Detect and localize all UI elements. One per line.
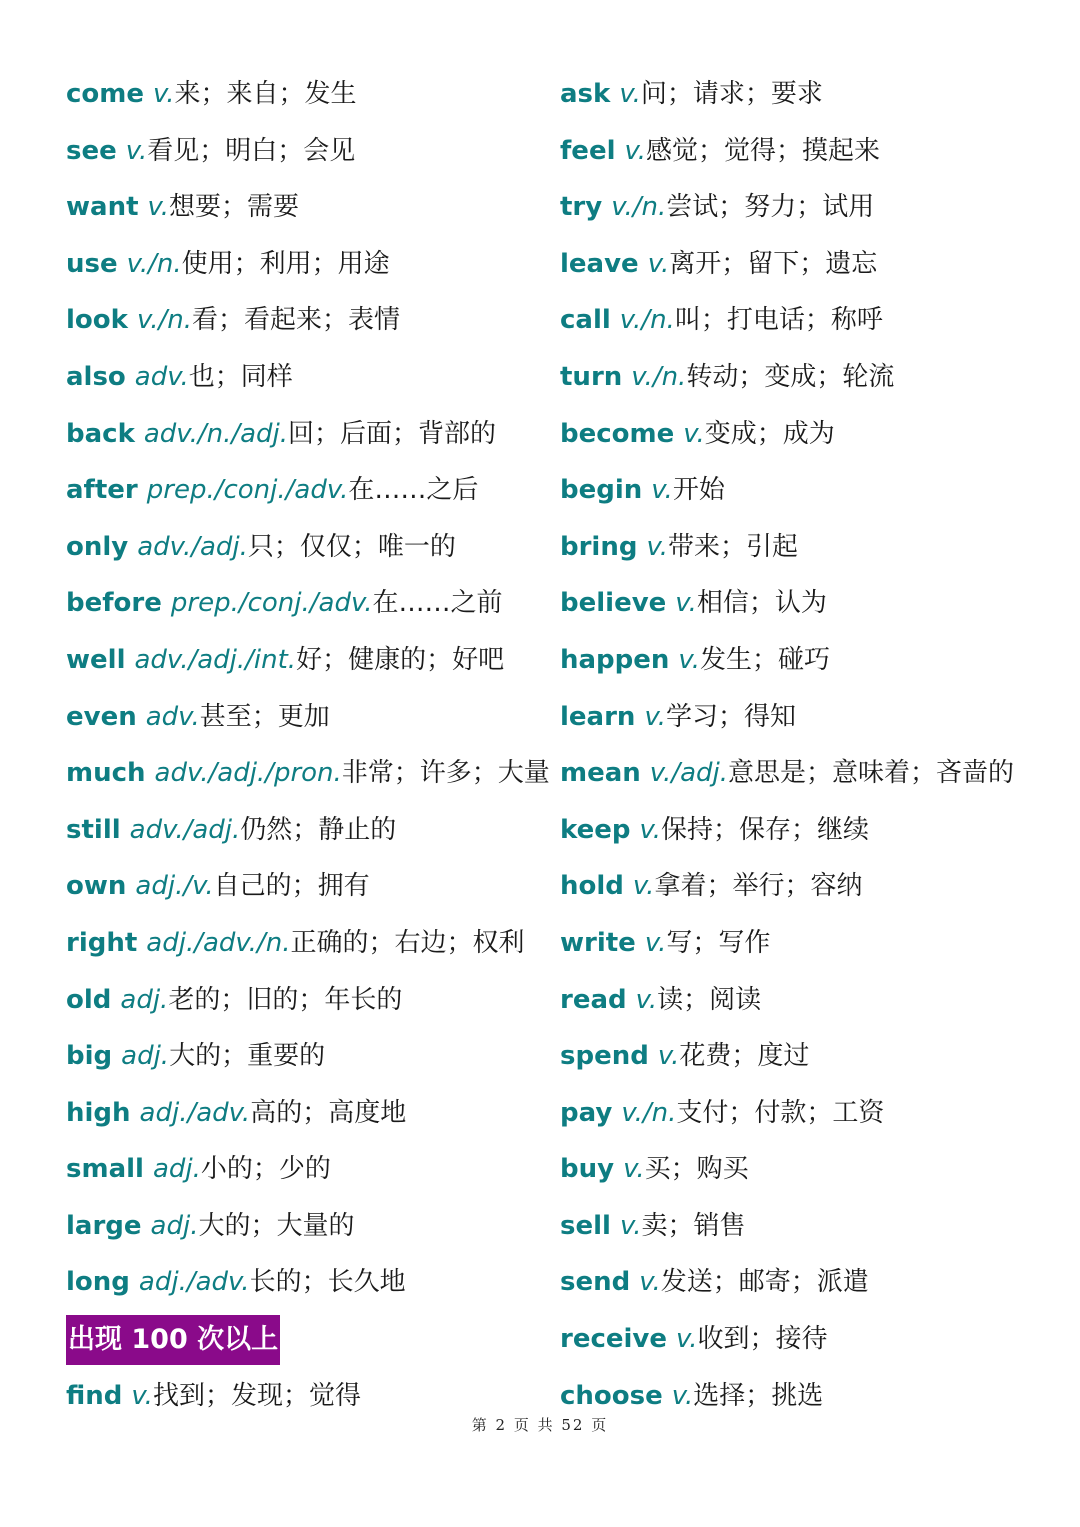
vocab-entry xyxy=(560,406,1070,463)
vocab-entry xyxy=(560,1085,1070,1142)
vocab-meaning: 离开；留下；遗忘 xyxy=(669,248,878,279)
vocab-entry xyxy=(560,972,1070,1029)
vocab-word: own xyxy=(66,871,127,902)
vocab-entry xyxy=(560,689,1070,746)
part-of-speech: v. xyxy=(147,192,170,223)
vocab-meaning: 在……之后 xyxy=(348,475,479,506)
vocab-meaning: 写；写作 xyxy=(666,927,771,958)
vocab-meaning: 拿着；举行；容纳 xyxy=(654,871,863,902)
part-of-speech: adj. xyxy=(150,1210,199,1241)
vocab-word: call xyxy=(560,305,611,336)
section-heading: 出现 100 次以上 xyxy=(66,1315,280,1365)
vocab-word: still xyxy=(66,814,121,845)
vocab-entry xyxy=(66,632,536,689)
vocab-word: keep xyxy=(560,814,631,845)
vocab-entry xyxy=(66,123,536,180)
vocab-word: look xyxy=(66,305,128,336)
vocab-word: before xyxy=(66,588,162,619)
vocab-meaning: 好；健康的；好吧 xyxy=(296,644,505,675)
vocab-meaning: 保持；保存；继续 xyxy=(661,814,870,845)
vocab-meaning: 卖；销售 xyxy=(641,1210,746,1241)
vocab-entry xyxy=(560,462,1070,519)
vocab-word: feel xyxy=(560,135,616,166)
vocab-word: bring xyxy=(560,531,638,562)
vocab-meaning: 学习；得知 xyxy=(665,701,796,732)
part-of-speech: adj. xyxy=(120,984,169,1015)
vocab-word: back xyxy=(66,418,135,449)
vocab-entry xyxy=(66,915,536,972)
vocab-entry xyxy=(560,858,1070,915)
part-of-speech: v./n. xyxy=(136,305,192,336)
vocab-entry xyxy=(560,575,1070,632)
vocab-entry xyxy=(560,349,1070,406)
vocab-word: buy xyxy=(560,1154,615,1185)
vocab-word: begin xyxy=(560,475,643,506)
vocab-entry xyxy=(66,462,536,519)
vocab-word: see xyxy=(66,135,117,166)
vocab-meaning: 也；同样 xyxy=(188,361,293,392)
vocab-entry xyxy=(66,1198,536,1255)
part-of-speech: v. xyxy=(678,644,700,675)
vocab-entry xyxy=(66,236,536,293)
vocab-word: large xyxy=(66,1210,142,1241)
part-of-speech: v. xyxy=(646,531,668,562)
part-of-speech: adv./adj. xyxy=(137,531,248,562)
part-of-speech: v. xyxy=(671,1380,694,1411)
vocab-meaning: 看见；明白；会见 xyxy=(147,135,356,166)
part-of-speech: v. xyxy=(153,79,175,109)
vocab-entry xyxy=(560,802,1070,859)
vocab-meaning: 大的；大量的 xyxy=(198,1210,355,1241)
vocab-entry xyxy=(66,745,550,802)
vocab-word: happen xyxy=(560,644,670,675)
vocab-word: send xyxy=(560,1267,631,1298)
vocab-word: believe xyxy=(560,588,667,619)
vocab-entry xyxy=(560,1254,1070,1311)
part-of-speech: adj. xyxy=(152,1154,201,1185)
vocab-meaning: 在……之前 xyxy=(372,588,503,619)
part-of-speech: v. xyxy=(675,588,697,619)
vocab-meaning: 甚至；更加 xyxy=(199,701,330,732)
vocab-entry xyxy=(66,802,536,859)
vocab-meaning: 买；购买 xyxy=(644,1154,749,1185)
vocab-word: high xyxy=(66,1097,131,1128)
vocab-entry xyxy=(560,179,1070,236)
vocab-entry xyxy=(560,632,1070,689)
part-of-speech: v./n. xyxy=(611,192,667,223)
vocab-meaning: 意思是；意味着；吝啬的 xyxy=(728,758,1015,789)
part-of-speech: adv./n./adj. xyxy=(143,418,289,449)
vocab-word: also xyxy=(66,361,126,392)
part-of-speech: adv. xyxy=(145,701,200,732)
vocab-word: big xyxy=(66,1041,113,1072)
vocab-entry xyxy=(560,1028,1070,1085)
vocab-meaning: 正确的；右边；权利 xyxy=(290,927,525,958)
vocab-meaning: 选择；挑选 xyxy=(693,1380,824,1411)
part-of-speech: v. xyxy=(676,1324,698,1355)
part-of-speech: adv./adj./int. xyxy=(134,644,297,675)
left-column xyxy=(66,66,550,1424)
part-of-speech: v./n. xyxy=(631,361,687,392)
section-heading-row xyxy=(66,1311,536,1368)
vocab-meaning: 开始 xyxy=(672,475,725,506)
vocab-word: well xyxy=(66,644,126,675)
vocab-word: hold xyxy=(560,871,624,902)
vocab-word: come xyxy=(66,79,144,109)
vocab-word: leave xyxy=(560,248,639,279)
part-of-speech: v. xyxy=(644,927,667,958)
part-of-speech: v. xyxy=(644,701,666,732)
vocab-entry xyxy=(560,745,1070,802)
vocab-entry xyxy=(560,123,1070,180)
vocab-entry xyxy=(66,66,536,123)
vocab-entry xyxy=(560,66,1070,123)
vocab-word: pay xyxy=(560,1097,613,1128)
vocab-meaning: 大的；重要的 xyxy=(169,1041,326,1072)
part-of-speech: v. xyxy=(635,984,658,1015)
vocab-word: even xyxy=(66,701,137,732)
vocab-entry xyxy=(66,689,536,746)
vocab-meaning: 尝试；努力；试用 xyxy=(666,192,875,223)
vocab-meaning: 来；来自；发生 xyxy=(174,79,357,109)
vocab-meaning: 花费；度过 xyxy=(679,1041,810,1072)
vocab-word: much xyxy=(66,758,146,789)
part-of-speech: adj. xyxy=(121,1041,170,1072)
vocab-entry xyxy=(560,236,1070,293)
vocab-word: find xyxy=(66,1380,123,1411)
vocab-word: receive xyxy=(560,1324,667,1355)
vocab-meaning: 问；请求；要求 xyxy=(640,79,823,109)
part-of-speech: prep./conj./adv. xyxy=(146,475,349,506)
vocab-meaning: 回；后面；背部的 xyxy=(288,418,497,449)
vocab-word: turn xyxy=(560,361,623,392)
right-column xyxy=(560,66,1070,1424)
vocab-entry xyxy=(560,1198,1070,1255)
part-of-speech: adv. xyxy=(134,361,189,392)
vocab-meaning: 发生；碰巧 xyxy=(699,644,830,675)
vocab-entry xyxy=(560,292,1070,349)
part-of-speech: v./n. xyxy=(621,1097,677,1128)
vocab-meaning: 高的；高度地 xyxy=(250,1097,407,1128)
vocab-word: only xyxy=(66,531,129,562)
part-of-speech: adv./adj./pron. xyxy=(154,758,342,789)
vocab-word: read xyxy=(560,984,627,1015)
vocab-word: try xyxy=(560,192,603,223)
vocab-word: ask xyxy=(560,79,611,109)
part-of-speech: v. xyxy=(639,1267,661,1298)
vocab-meaning: 非常；许多；大量 xyxy=(341,758,550,789)
vocab-word: right xyxy=(66,927,138,958)
vocab-entry xyxy=(66,292,536,349)
vocab-word: become xyxy=(560,418,675,449)
vocab-entry xyxy=(66,1085,536,1142)
vocab-entry xyxy=(560,1141,1070,1198)
vocab-entry xyxy=(560,519,1070,576)
vocab-meaning: 带来；引起 xyxy=(668,531,799,562)
part-of-speech: v. xyxy=(131,1380,153,1411)
vocab-word: choose xyxy=(560,1380,663,1411)
vocab-meaning: 长的；长久地 xyxy=(249,1267,406,1298)
vocab-meaning: 变成；成为 xyxy=(704,418,835,449)
vocab-meaning: 想要；需要 xyxy=(169,192,300,223)
vocab-entry xyxy=(66,349,536,406)
vocab-entry xyxy=(560,1311,1070,1368)
vocab-entry xyxy=(66,575,536,632)
vocab-meaning: 感觉；觉得；摸起来 xyxy=(646,135,881,166)
part-of-speech: v. xyxy=(657,1041,680,1072)
vocab-entry xyxy=(66,1028,536,1085)
vocab-word: mean xyxy=(560,758,641,789)
part-of-speech: v./n. xyxy=(619,305,675,336)
part-of-speech: v. xyxy=(647,248,670,279)
vocab-word: learn xyxy=(560,701,636,732)
vocab-entry xyxy=(66,858,536,915)
vocab-entry xyxy=(66,1254,536,1311)
vocab-meaning: 相信；认为 xyxy=(696,588,827,619)
vocab-meaning: 仍然；静止的 xyxy=(240,814,397,845)
vocab-meaning: 找到；发现；觉得 xyxy=(152,1380,361,1411)
vocab-word: after xyxy=(66,475,138,506)
vocab-meaning: 使用；利用；用途 xyxy=(181,248,390,279)
vocab-meaning: 读；阅读 xyxy=(657,984,762,1015)
vocab-meaning: 收到；接待 xyxy=(697,1324,828,1355)
vocab-meaning: 看；看起来；表情 xyxy=(191,305,400,336)
vocab-entry xyxy=(66,972,536,1029)
vocab-word: long xyxy=(66,1267,130,1298)
vocab-word: sell xyxy=(560,1210,611,1241)
page-footer: 第 2 页 共 52 页 xyxy=(471,1416,609,1434)
vocab-word: old xyxy=(66,984,112,1015)
part-of-speech: v. xyxy=(619,79,641,109)
part-of-speech: v. xyxy=(683,418,705,449)
vocab-meaning: 转动；变成；轮流 xyxy=(686,361,895,392)
part-of-speech: v. xyxy=(651,475,673,506)
part-of-speech: v. xyxy=(619,1210,642,1241)
part-of-speech: adv./adj. xyxy=(129,814,241,845)
part-of-speech: adj./adv. xyxy=(139,1097,251,1128)
part-of-speech: adj./v. xyxy=(135,871,214,902)
part-of-speech: v./n. xyxy=(126,248,182,279)
vocab-word: spend xyxy=(560,1041,649,1072)
part-of-speech: adj./adv./n. xyxy=(146,927,291,958)
vocab-entry xyxy=(66,406,536,463)
vocab-entry xyxy=(66,1141,536,1198)
part-of-speech: adj./adv. xyxy=(138,1267,250,1298)
vocab-meaning: 自己的；拥有 xyxy=(213,871,370,902)
vocab-word: write xyxy=(560,927,636,958)
vocab-entry xyxy=(66,179,536,236)
part-of-speech: v. xyxy=(623,1154,645,1185)
vocab-meaning: 发送；邮寄；派遣 xyxy=(660,1267,869,1298)
part-of-speech: v. xyxy=(639,814,662,845)
vocab-word: want xyxy=(66,192,139,223)
vocab-entry xyxy=(66,519,536,576)
vocab-meaning: 老的；旧的；年长的 xyxy=(168,984,403,1015)
part-of-speech: v. xyxy=(624,135,647,166)
vocab-word: small xyxy=(66,1154,144,1185)
part-of-speech: v./adj. xyxy=(649,758,728,789)
vocab-meaning: 支付；付款；工资 xyxy=(676,1097,885,1128)
vocab-meaning: 小的；少的 xyxy=(200,1154,331,1185)
vocab-meaning: 叫；打电话；称呼 xyxy=(674,305,883,336)
vocab-word: use xyxy=(66,248,118,279)
vocab-meaning: 只；仅仅；唯一的 xyxy=(247,531,456,562)
part-of-speech: v. xyxy=(125,135,148,166)
part-of-speech: prep./conj./adv. xyxy=(170,588,373,619)
vocab-entry xyxy=(560,915,1070,972)
part-of-speech: v. xyxy=(632,871,655,902)
